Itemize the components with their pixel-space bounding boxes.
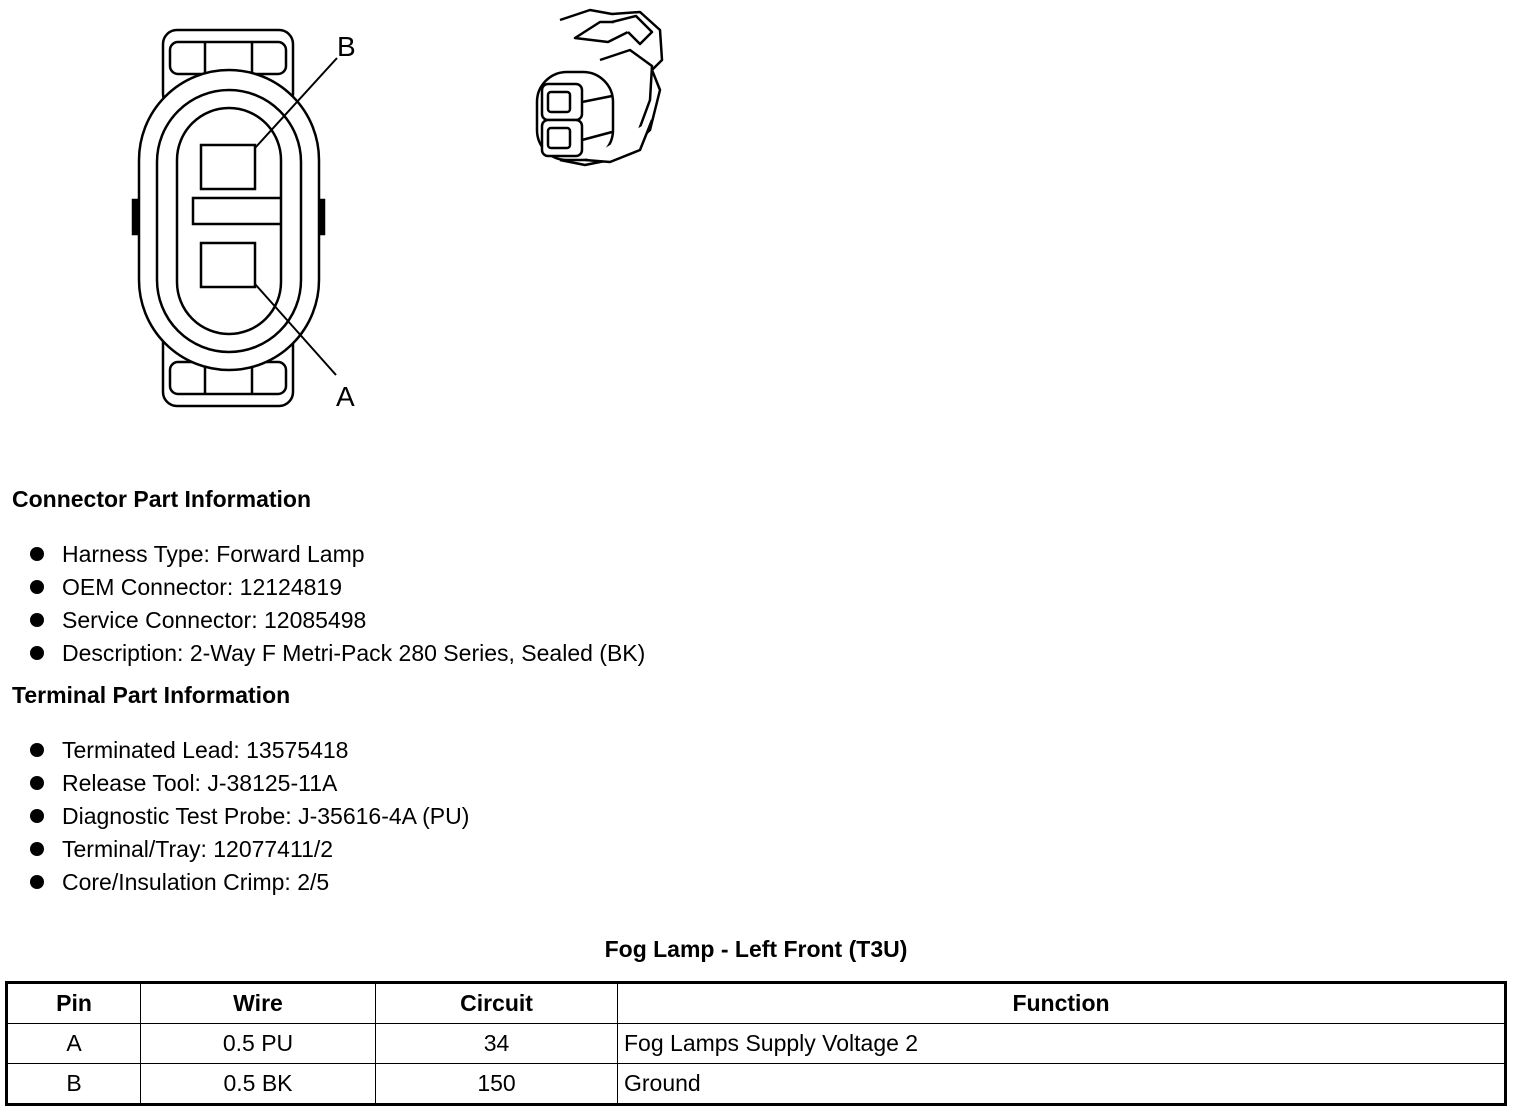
bullet-icon [30,646,44,660]
table-row [7,1064,1506,1105]
header-pin: Pin [7,983,141,1024]
list-item: Core/Insulation Crimp: 2/5 [28,868,469,901]
cell-wire: 0.5 BK [141,1064,376,1105]
pin-table [5,981,1507,1106]
list-item: Diagnostic Test Probe: J-35616-4A (PU) [28,802,469,835]
cell-pin: B [7,1064,141,1105]
connector-face-view [133,30,337,406]
table-header-row [7,983,1506,1024]
connector-info-list [28,540,645,672]
connector-3d-view [537,10,662,165]
list-item: Terminal/Tray: 12077411/2 [28,835,469,868]
list-item: Description: 2-Way F Metri-Pack 280 Series, Sealed (BK) [28,639,645,672]
bullet-icon [30,809,44,823]
cell-wire: 0.5 PU [141,1024,376,1064]
pin-label-b: B [337,31,356,62]
terminal-info-title: Terminal Part Information [12,682,291,708]
bullet-icon [30,547,44,561]
list-item: Service Connector: 12085498 [28,606,645,639]
connector-diagram [0,0,720,440]
pin-label-a: A [336,381,355,412]
pin-table-title: Fog Lamp - Left Front (T3U) [604,936,908,962]
connector-info-title: Connector Part Information [12,486,312,512]
list-item: OEM Connector: 12124819 [28,573,645,606]
cell-circuit: 150 [376,1064,618,1105]
cell-function: Ground [618,1064,1506,1105]
list-item: Terminated Lead: 13575418 [28,736,469,769]
list-item: Harness Type: Forward Lamp [28,540,645,573]
cell-pin: A [7,1024,141,1064]
bullet-icon [30,776,44,790]
bullet-icon [30,613,44,627]
cell-function: Fog Lamps Supply Voltage 2 [618,1024,1506,1064]
header-wire: Wire [141,983,376,1024]
header-circuit: Circuit [376,983,618,1024]
bullet-icon [30,875,44,889]
table-row [7,1024,1506,1064]
bullet-icon [30,580,44,594]
bullet-icon [30,842,44,856]
terminal-info-list [28,736,469,901]
list-item: Release Tool: J-38125-11A [28,769,469,802]
header-function: Function [618,983,1506,1024]
bullet-icon [30,743,44,757]
cell-circuit: 34 [376,1024,618,1064]
